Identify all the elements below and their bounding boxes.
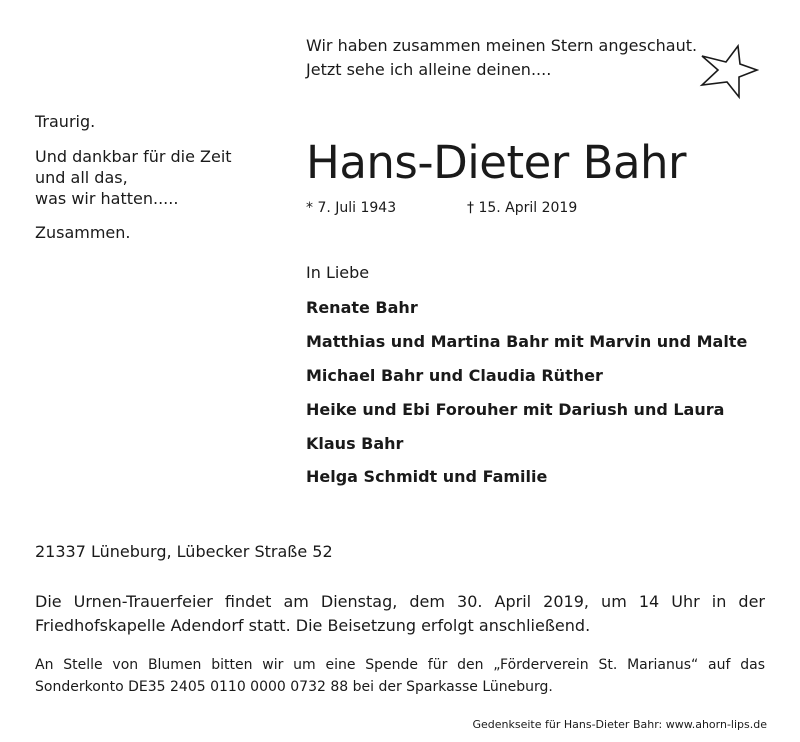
birth-date: * 7. Juli 1943 bbox=[306, 200, 397, 216]
in-liebe-text: In Liebe bbox=[306, 263, 370, 282]
traurig-text: Traurig. bbox=[35, 112, 96, 131]
dank-line-3: was wir hatten..... bbox=[35, 189, 179, 208]
mourner-item: Helga Schmidt und Familie bbox=[306, 467, 548, 486]
mourner-item: Renate Bahr bbox=[306, 298, 418, 317]
quote-line-2: Jetzt sehe ich alleine deinen.... bbox=[306, 60, 552, 79]
mourner-item: Klaus Bahr bbox=[306, 434, 404, 453]
dank-line-2: und all das, bbox=[35, 168, 128, 187]
quote-line-1: Wir haben zusammen meinen Stern angeschaut. bbox=[306, 36, 698, 55]
mourner-item: Michael Bahr und Claudia Rüther bbox=[306, 366, 603, 385]
memorial-page-footer: Gedenkseite für Hans-Dieter Bahr: www.ahorn-lips.de bbox=[472, 718, 767, 731]
star-icon bbox=[699, 42, 759, 100]
donation-notice: An Stelle von Blumen bitten wir um eine Spende für den „Förderverein St. Marianus“ auf das Sonderkonto DE35 2405 0110 0000 0732 88 bei der Sparkasse Lüneburg. bbox=[35, 657, 765, 695]
death-date: † 15. April 2019 bbox=[467, 200, 578, 216]
ceremony-notice: Die Urnen-Trauerfeier findet am Dienstag, dem 30. April 2019, um 14 Uhr in der Friedhofskapelle Adendorf statt. Die Beisetzung erfolgt anschließend. bbox=[35, 592, 765, 635]
poem-quote bbox=[306, 34, 697, 82]
mourner-item: Matthias und Martina Bahr mit Marvin und Malte bbox=[306, 332, 748, 351]
zusammen-text: Zusammen. bbox=[35, 223, 131, 242]
dank-line-1: Und dankbar für die Zeit bbox=[35, 147, 232, 166]
deceased-name: Hans-Dieter Bahr bbox=[306, 136, 687, 189]
mourner-item: Heike und Ebi Forouher mit Dariush und Laura bbox=[306, 400, 725, 419]
address: 21337 Lüneburg, Lübecker Straße 52 bbox=[35, 542, 333, 561]
